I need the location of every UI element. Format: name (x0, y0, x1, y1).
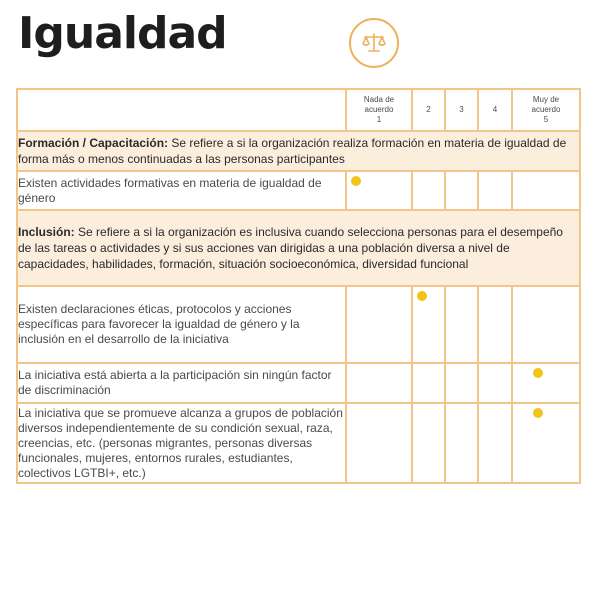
scale-header-2 (412, 89, 445, 131)
item-row (17, 171, 580, 210)
section-label: Formación / Capacitación: (18, 136, 169, 150)
scale-header-5-line1: Muy de (532, 95, 560, 104)
rating-cell-3[interactable] (445, 171, 478, 210)
equality-rating-table (16, 88, 581, 484)
rating-cell-5[interactable] (512, 363, 580, 403)
scales-icon-badge (349, 18, 399, 68)
scales-icon (361, 31, 387, 55)
scale-header-5-line2: acuerdo (531, 105, 561, 114)
rating-cell-1[interactable] (346, 171, 412, 210)
scale-header-1 (346, 89, 412, 131)
rating-cell-5[interactable] (512, 403, 580, 483)
section-row-inclusion (17, 210, 580, 286)
rating-marker (533, 408, 543, 418)
section-description: Se refiere a si la organización realiza formación en materia de igualdad de forma más o menos continuadas a las personas participantes (18, 136, 567, 166)
rating-marker (351, 176, 361, 186)
scale-header-5 (512, 89, 580, 131)
rating-marker (417, 291, 427, 301)
section-inclusion (17, 210, 580, 286)
item-row (17, 403, 580, 483)
section-formacion (17, 131, 580, 171)
rating-cell-2[interactable] (412, 363, 445, 403)
rating-cell-4[interactable] (478, 403, 512, 483)
rating-cell-5[interactable] (512, 171, 580, 210)
rating-cell-2[interactable] (412, 286, 445, 363)
rating-cell-4[interactable] (478, 171, 512, 210)
scale-header-row (17, 89, 580, 131)
section-row-formacion (17, 131, 580, 171)
scale-header-1-line2: acuerdo (364, 105, 394, 114)
header-blank-cell (17, 89, 346, 131)
scale-header-3-value: 3 (459, 105, 464, 114)
rating-cell-2[interactable] (412, 403, 445, 483)
scale-header-1-value: 1 (376, 115, 382, 124)
rating-cell-3[interactable] (445, 363, 478, 403)
item-row (17, 286, 580, 363)
scale-header-1-line1: Nada de (363, 95, 395, 104)
scale-header-3 (445, 89, 478, 131)
scale-header-4-value: 4 (492, 105, 498, 114)
item-text: La iniciativa está abierta a la participación sin ningún factor de discriminación (17, 363, 346, 403)
scale-header-5-value: 5 (543, 115, 549, 124)
item-text: Existen actividades formativas en materia de igualdad de género (17, 171, 346, 210)
rating-cell-3[interactable] (445, 403, 478, 483)
item-text: La iniciativa que se promueve alcanza a grupos de población diversos independientemente de su condición sexual, raza, creencias, etc. (personas migrantes, personas diversas funcionales, mujeres, entornos rurales, estudiantes, colectivos LGTBI+, etc.) (17, 403, 346, 483)
rating-cell-1[interactable] (346, 286, 412, 363)
rating-cell-4[interactable] (478, 363, 512, 403)
scale-header-2-value: 2 (426, 105, 431, 114)
rating-cell-5[interactable] (512, 286, 580, 363)
rating-cell-1[interactable] (346, 403, 412, 483)
item-text: Existen declaraciones éticas, protocolos y acciones específicas para favorecer la igualdad de género y la inclusión en el desarrollo de la iniciativa (17, 286, 346, 363)
section-label: Inclusión: (18, 225, 75, 239)
rating-cell-1[interactable] (346, 363, 412, 403)
section-description: Se refiere a si la organización es inclusiva cuando selecciona personas para el desempeño de las tareas o actividades y si sus acciones van dirigidas a una población diversa a nivel de capacidades, habilidades, formación, situación socioeconómica, diversidad funcional (18, 225, 563, 271)
scale-header-4 (478, 89, 512, 131)
rating-marker (533, 368, 543, 378)
rating-cell-4[interactable] (478, 286, 512, 363)
rating-cell-2[interactable] (412, 171, 445, 210)
page-title: Igualdad (18, 8, 227, 59)
rating-cell-3[interactable] (445, 286, 478, 363)
item-row (17, 363, 580, 403)
